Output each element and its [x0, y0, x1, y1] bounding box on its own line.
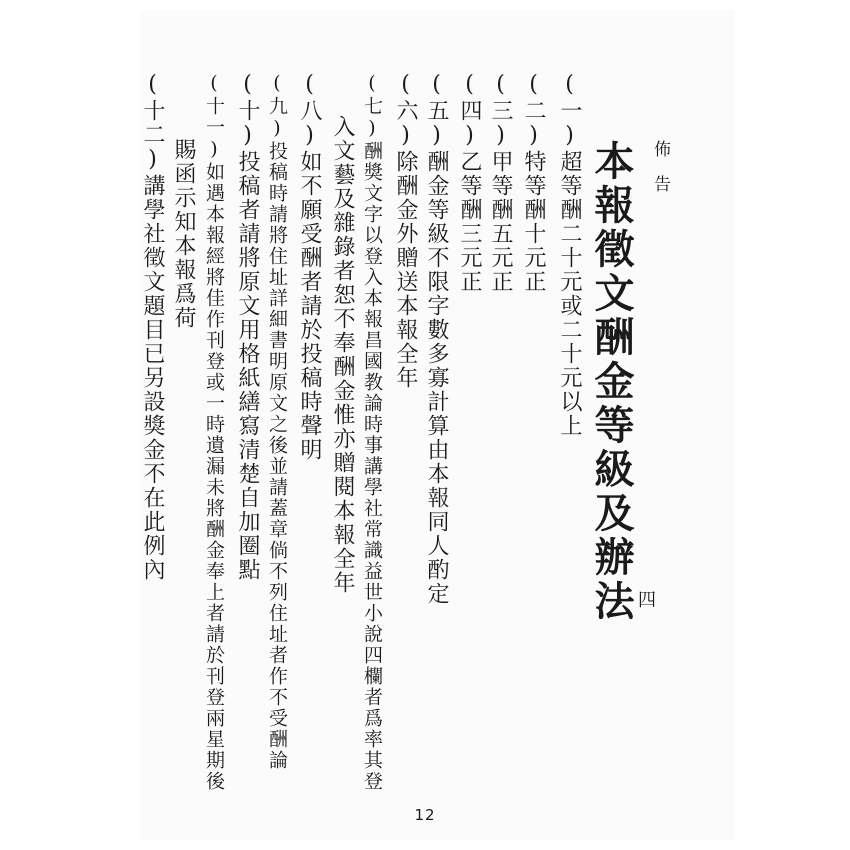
page-number-wrapper [0, 806, 850, 824]
page-folio: 四 [635, 590, 656, 610]
list-item-7-continued: 入文藝及雜錄者恕不奉酬金惟亦贈閱本報全年 [330, 115, 355, 595]
list-item-2: (二)特等酬十元正 [521, 72, 546, 294]
page-number: 12 [414, 806, 436, 824]
list-item-4: (四)乙等酬三元正 [457, 72, 482, 294]
list-item-9: (九)投稿時請將住址詳細書明原文之後並請蓋章倘不列住址者作不受酬論 [266, 72, 288, 771]
list-item-8: (八)如不願受酬者請於投稿時聲明 [297, 72, 322, 462]
header-label: 佈告 [650, 140, 670, 210]
list-item-6: (六)除酬金外贈送本報全年 [393, 72, 418, 390]
list-item-3: (三)甲等酬五元正 [488, 72, 513, 294]
list-item-1: (一)超等酬二十元或二十元以上 [557, 72, 582, 438]
list-item-11-continued: 賜函示知本報爲荷 [171, 138, 196, 330]
page-title: 本報徵文酬金等級及辦法 [588, 140, 635, 624]
list-item-12: (十二)講學社徵文題目已另設獎金不在此例內 [140, 72, 165, 582]
list-item-7: (七)酬獎文字以登入本報昌國教論時事講學社常識益世小說四欄者爲率其登 [361, 72, 383, 792]
list-item-10: (十)投稿者請將原文用格紙繕寫清楚自加圈點 [235, 72, 260, 582]
list-item-11: (十一)如遇本報經將佳作刊登或一時遺漏未將酬金奉上者請於刊登兩星期後 [203, 72, 225, 792]
list-item-5: (五)酬金等級不限字數多寡計算由本報同人酌定 [424, 72, 449, 606]
